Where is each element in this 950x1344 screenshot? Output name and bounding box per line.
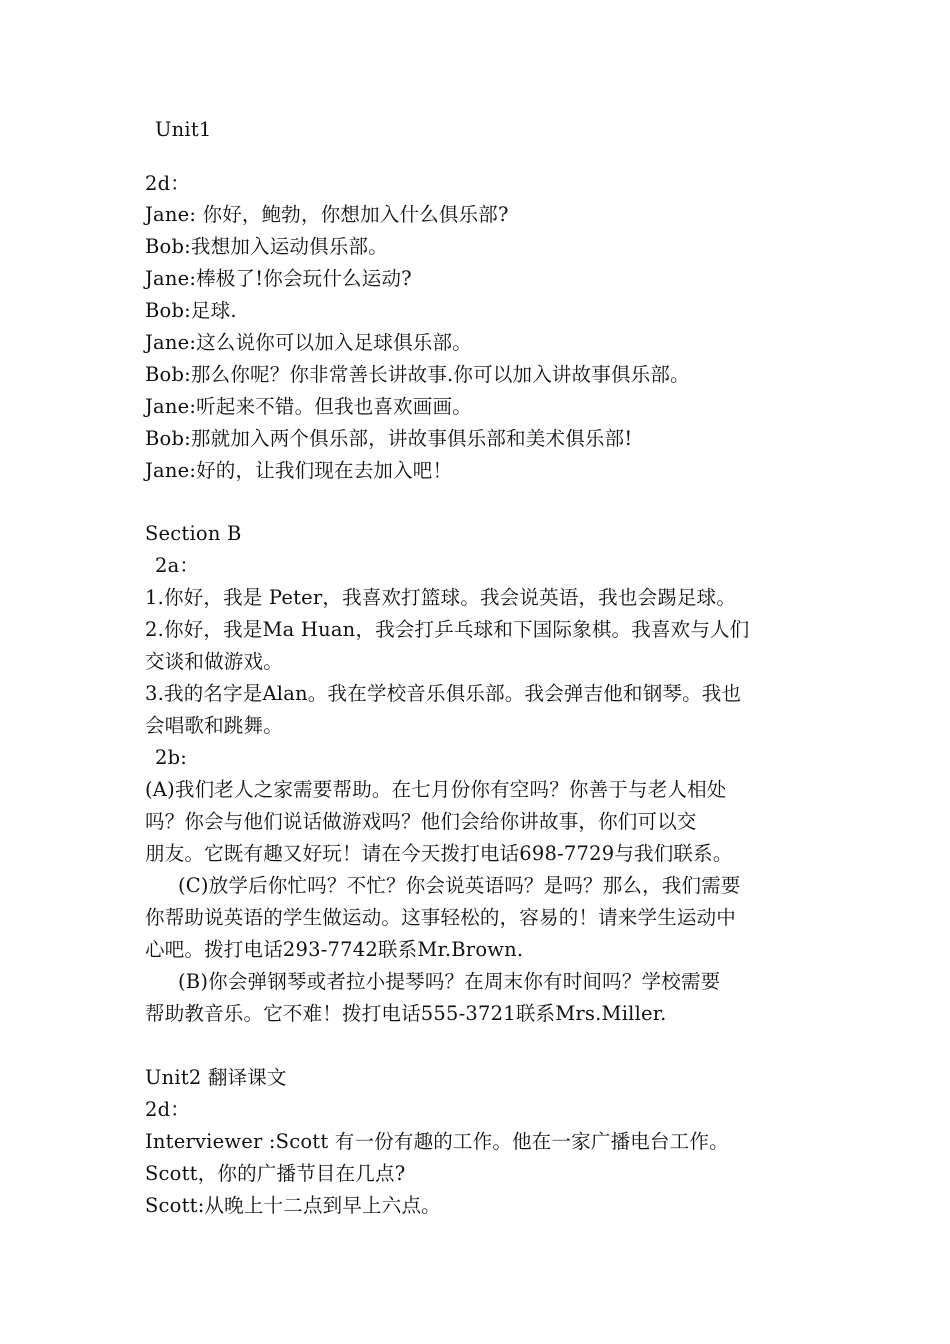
section-b-title: Section B	[145, 522, 242, 545]
dialogue-line: Bob:我想加入运动俱乐部。	[145, 235, 388, 258]
paragraph-line: 会唱歌和跳舞。	[145, 714, 283, 737]
paragraph-line: 2.你好，我是Ma Huan，我会打乒乓球和下国际象棋。我喜欢与人们	[145, 618, 750, 641]
paragraph-line: (A)我们老人之家需要帮助。在七月份你有空吗？你善于与老人相处	[145, 778, 727, 801]
dialogue-line: Scott，你的广播节目在几点?	[145, 1162, 406, 1185]
dialogue-line: Jane:好的，让我们现在去加入吧！	[145, 459, 453, 482]
dialogue-line: Bob:那就加入两个俱乐部，讲故事俱乐部和美术俱乐部!	[145, 427, 633, 450]
unit1-2d-label: 2d：	[145, 172, 190, 195]
dialogue-line: Interviewer :Scott 有一份有趣的工作。他在一家广播电台工作。	[145, 1130, 729, 1153]
dialogue-line: Bob:那么你呢？你非常善长讲故事.你可以加入讲故事俱乐部。	[145, 363, 690, 386]
paragraph-line: (C)放学后你忙吗？不忙？你会说英语吗？是吗？那么，我们需要	[178, 874, 741, 897]
dialogue-line: Bob:足球.	[145, 299, 237, 322]
section-2b-label: 2b:	[155, 746, 188, 769]
paragraph-line: (B)你会弹钢琴或者拉小提琴吗？在周末你有时间吗？学校需要	[178, 970, 721, 993]
paragraph-line: 心吧。拨打电话293-7742联系Mr.Brown.	[145, 938, 524, 961]
dialogue-line: Jane: 你好，鲍勃，你想加入什么俱乐部?	[145, 203, 509, 226]
paragraph-line: 朋友。它既有趣又好玩！请在今天拨打电话698-7729与我们联系。	[145, 842, 733, 865]
dialogue-line: Scott:从晚上十二点到早上六点。	[145, 1194, 441, 1217]
section-2a-label: 2a：	[155, 554, 200, 577]
paragraph-line: 3.我的名字是Alan。我在学校音乐俱乐部。我会弹吉他和钢琴。我也	[145, 682, 742, 705]
paragraph-line: 你帮助说英语的学生做运动。这事轻松的，容易的！请来学生运动中	[145, 906, 737, 929]
paragraph-line: 帮助教音乐。它不难！拨打电话555-3721联系Mrs.Miller.	[145, 1002, 667, 1025]
dialogue-line: Jane:棒极了!你会玩什么运动?	[145, 267, 412, 290]
dialogue-line: Jane:这么说你可以加入足球俱乐部。	[145, 331, 472, 354]
paragraph-line: 吗？你会与他们说话做游戏吗？他们会给你讲故事，你们可以交	[145, 810, 697, 833]
unit2-2d-label: 2d：	[145, 1098, 190, 1121]
paragraph-line: 1.你好，我是 Peter，我喜欢打篮球。我会说英语，我也会踢足球。	[145, 586, 737, 609]
unit2-title: Unit2 翻译课文	[145, 1066, 287, 1089]
dialogue-line: Jane:听起来不错。但我也喜欢画画。	[145, 395, 472, 418]
unit1-title: Unit1	[155, 118, 212, 141]
paragraph-line: 交谈和做游戏。	[145, 650, 283, 673]
